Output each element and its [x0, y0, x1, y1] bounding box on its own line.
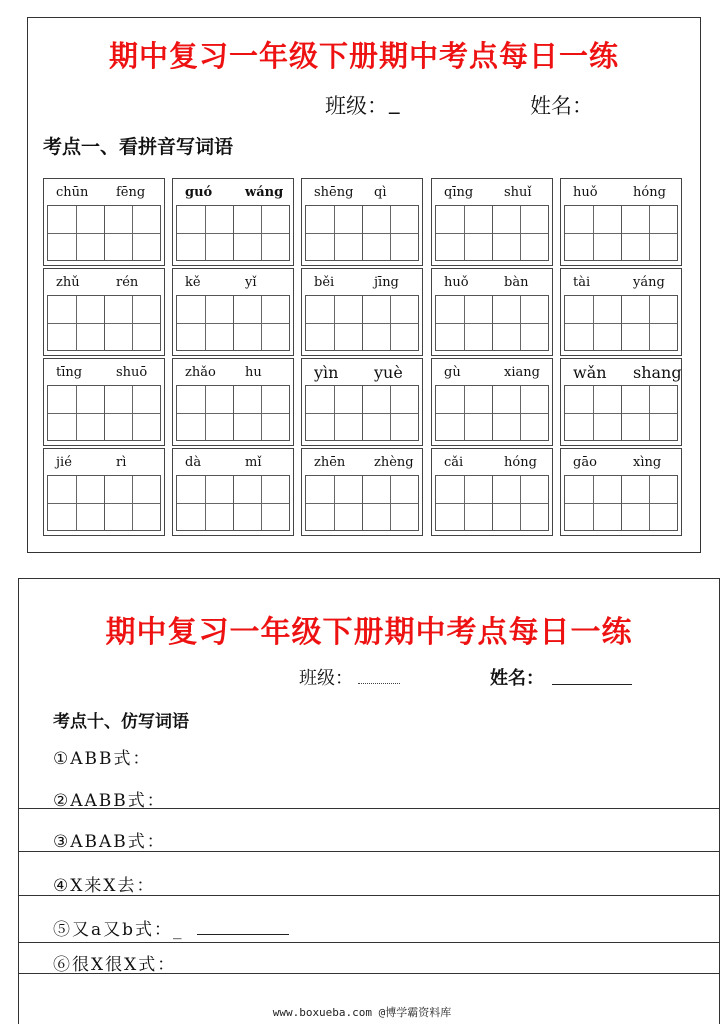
pinyin-right: yǐ [245, 275, 257, 290]
writing-grid[interactable] [176, 385, 290, 441]
exercise-item: ①ABB式： [53, 749, 152, 769]
pinyin-left: wǎn [573, 363, 607, 382]
divider [19, 973, 719, 974]
name-label: 姓名： [530, 94, 593, 118]
footer-watermark: www.boxueba.com @博学霸资料库 [272, 1006, 452, 1019]
pinyin-right: mǐ [245, 455, 262, 470]
exercise-item: ⑤又a又b式：_ [53, 920, 184, 940]
name-blank[interactable] [552, 684, 632, 685]
tianzige-box[interactable] [234, 206, 290, 260]
pinyin-right: rì [116, 455, 127, 470]
tianzige-box[interactable] [565, 476, 622, 530]
tianzige-box[interactable] [622, 386, 678, 440]
pinyin-card [43, 358, 165, 446]
pinyin-left: tīng [56, 365, 83, 380]
writing-grid[interactable] [305, 295, 419, 351]
tianzige-box[interactable] [565, 296, 622, 350]
writing-grid[interactable] [564, 205, 678, 261]
pinyin-left: gāo [573, 455, 597, 470]
worksheet-top [27, 17, 701, 553]
tianzige-box[interactable] [48, 296, 105, 350]
tianzige-box[interactable] [306, 386, 363, 440]
pinyin-right: yuè [374, 363, 403, 382]
pinyin-card [43, 178, 165, 266]
tianzige-box[interactable] [436, 476, 493, 530]
writing-grid[interactable] [564, 385, 678, 441]
pinyin-card [560, 358, 682, 446]
tianzige-box[interactable] [622, 476, 678, 530]
divider [19, 942, 719, 943]
tianzige-box[interactable] [363, 296, 419, 350]
class-label: 班级： [299, 668, 353, 689]
pinyin-left: tài [573, 275, 591, 290]
pinyin-right: zhèng [374, 455, 414, 470]
tianzige-box[interactable] [306, 296, 363, 350]
divider [19, 851, 719, 852]
pinyin-card [172, 178, 294, 266]
tianzige-box[interactable] [105, 386, 161, 440]
pinyin-right: hóng [504, 455, 537, 470]
tianzige-box[interactable] [306, 206, 363, 260]
pinyin-left: jié [56, 455, 72, 470]
pinyin-left: huǒ [573, 185, 598, 200]
tianzige-box[interactable] [363, 476, 419, 530]
pinyin-card [172, 448, 294, 536]
tianzige-box[interactable] [493, 206, 549, 260]
tianzige-box[interactable] [363, 386, 419, 440]
writing-grid[interactable] [435, 295, 549, 351]
tianzige-box[interactable] [436, 206, 493, 260]
tianzige-box[interactable] [306, 476, 363, 530]
tianzige-box[interactable] [48, 206, 105, 260]
pinyin-right: bàn [504, 275, 529, 290]
writing-grid[interactable] [564, 295, 678, 351]
pinyin-left: guó [185, 185, 213, 200]
writing-grid[interactable] [305, 475, 419, 531]
pinyin-card [301, 178, 423, 266]
pinyin-right: yáng [633, 275, 665, 290]
pinyin-left: chūn [56, 185, 89, 200]
pinyin-right: jīng [374, 275, 399, 290]
pinyin-card [431, 448, 553, 536]
writing-grid[interactable] [47, 205, 161, 261]
pinyin-right: shang [633, 363, 682, 382]
tianzige-box[interactable] [436, 386, 493, 440]
pinyin-card [431, 178, 553, 266]
pinyin-right: rén [116, 275, 139, 290]
writing-grid[interactable] [176, 295, 290, 351]
pinyin-card [301, 448, 423, 536]
writing-grid[interactable] [435, 475, 549, 531]
writing-grid[interactable] [47, 475, 161, 531]
pinyin-card [560, 268, 682, 356]
divider [19, 808, 719, 809]
tianzige-box[interactable] [493, 476, 549, 530]
class-label: 班级： [325, 94, 388, 118]
exercise-item: ②AABB式： [53, 791, 166, 811]
pinyin-card [172, 358, 294, 446]
pinyin-right: fēng [116, 185, 146, 200]
pinyin-card [43, 448, 165, 536]
tianzige-box[interactable] [565, 206, 622, 260]
writing-grid[interactable] [564, 475, 678, 531]
writing-grid[interactable] [305, 385, 419, 441]
tianzige-box[interactable] [177, 296, 234, 350]
tianzige-box[interactable] [105, 206, 161, 260]
section-heading: 考点十、仿写词语 [53, 712, 189, 732]
worksheet-bottom [18, 578, 720, 1024]
tianzige-box[interactable] [363, 206, 419, 260]
pinyin-left: dà [185, 455, 202, 470]
exercise-item: ④X来X去： [53, 876, 156, 896]
pinyin-left: cǎi [444, 455, 464, 470]
tianzige-box[interactable] [234, 386, 290, 440]
tianzige-box[interactable] [493, 296, 549, 350]
pinyin-left: zhǎo [185, 365, 216, 380]
tianzige-box[interactable] [493, 386, 549, 440]
pinyin-right: shuō [116, 365, 148, 380]
class-blank[interactable]: _ [389, 90, 400, 114]
divider [19, 895, 719, 896]
pinyin-left: běi [314, 275, 335, 290]
tianzige-box[interactable] [436, 296, 493, 350]
class-blank[interactable] [358, 683, 400, 684]
name-label: 姓名： [490, 668, 544, 689]
pinyin-left: huǒ [444, 275, 469, 290]
pinyin-right: hu [245, 365, 262, 380]
pinyin-left: yìn [314, 363, 339, 382]
pinyin-left: gù [444, 365, 461, 380]
exercise-item: ⑥很X很X式： [53, 955, 177, 975]
writing-grid[interactable] [435, 385, 549, 441]
pinyin-right: qì [374, 185, 387, 200]
pinyin-card [431, 268, 553, 356]
writing-grid[interactable] [435, 205, 549, 261]
writing-grid[interactable] [176, 475, 290, 531]
tianzige-box[interactable] [565, 386, 622, 440]
tianzige-box[interactable] [234, 476, 290, 530]
writing-grid[interactable] [176, 205, 290, 261]
worksheet-title: 期中复习一年级下册期中考点每日一练 [105, 615, 633, 650]
pinyin-card [172, 268, 294, 356]
tianzige-box[interactable] [48, 476, 105, 530]
pinyin-right: wáng [245, 185, 284, 200]
pinyin-card [560, 178, 682, 266]
tianzige-box[interactable] [177, 386, 234, 440]
pinyin-left: qīng [444, 185, 474, 200]
writing-grid[interactable] [47, 385, 161, 441]
answer-blank[interactable] [197, 934, 289, 935]
section-heading: 考点一、看拼音写词语 [43, 136, 234, 158]
pinyin-left: shēng [314, 185, 354, 200]
pinyin-right: xiang [504, 365, 540, 380]
exercise-item: ③ABAB式： [53, 832, 166, 852]
pinyin-card [301, 358, 423, 446]
pinyin-right: hóng [633, 185, 666, 200]
pinyin-right: xìng [633, 455, 662, 470]
pinyin-left: zhǔ [56, 275, 80, 290]
tianzige-box[interactable] [105, 296, 161, 350]
pinyin-card [301, 268, 423, 356]
tianzige-box[interactable] [622, 296, 678, 350]
tianzige-box[interactable] [48, 386, 105, 440]
pinyin-left: kě [185, 275, 201, 290]
writing-grid[interactable] [305, 205, 419, 261]
tianzige-box[interactable] [105, 476, 161, 530]
tianzige-box[interactable] [177, 476, 234, 530]
pinyin-card [431, 358, 553, 446]
tianzige-box[interactable] [177, 206, 234, 260]
pinyin-card [560, 448, 682, 536]
pinyin-right: shuǐ [504, 185, 532, 200]
tianzige-box[interactable] [622, 206, 678, 260]
writing-grid[interactable] [47, 295, 161, 351]
pinyin-card [43, 268, 165, 356]
pinyin-left: zhēn [314, 455, 346, 470]
worksheet-title: 期中复习一年级下册期中考点每日一练 [108, 39, 619, 73]
tianzige-box[interactable] [234, 296, 290, 350]
